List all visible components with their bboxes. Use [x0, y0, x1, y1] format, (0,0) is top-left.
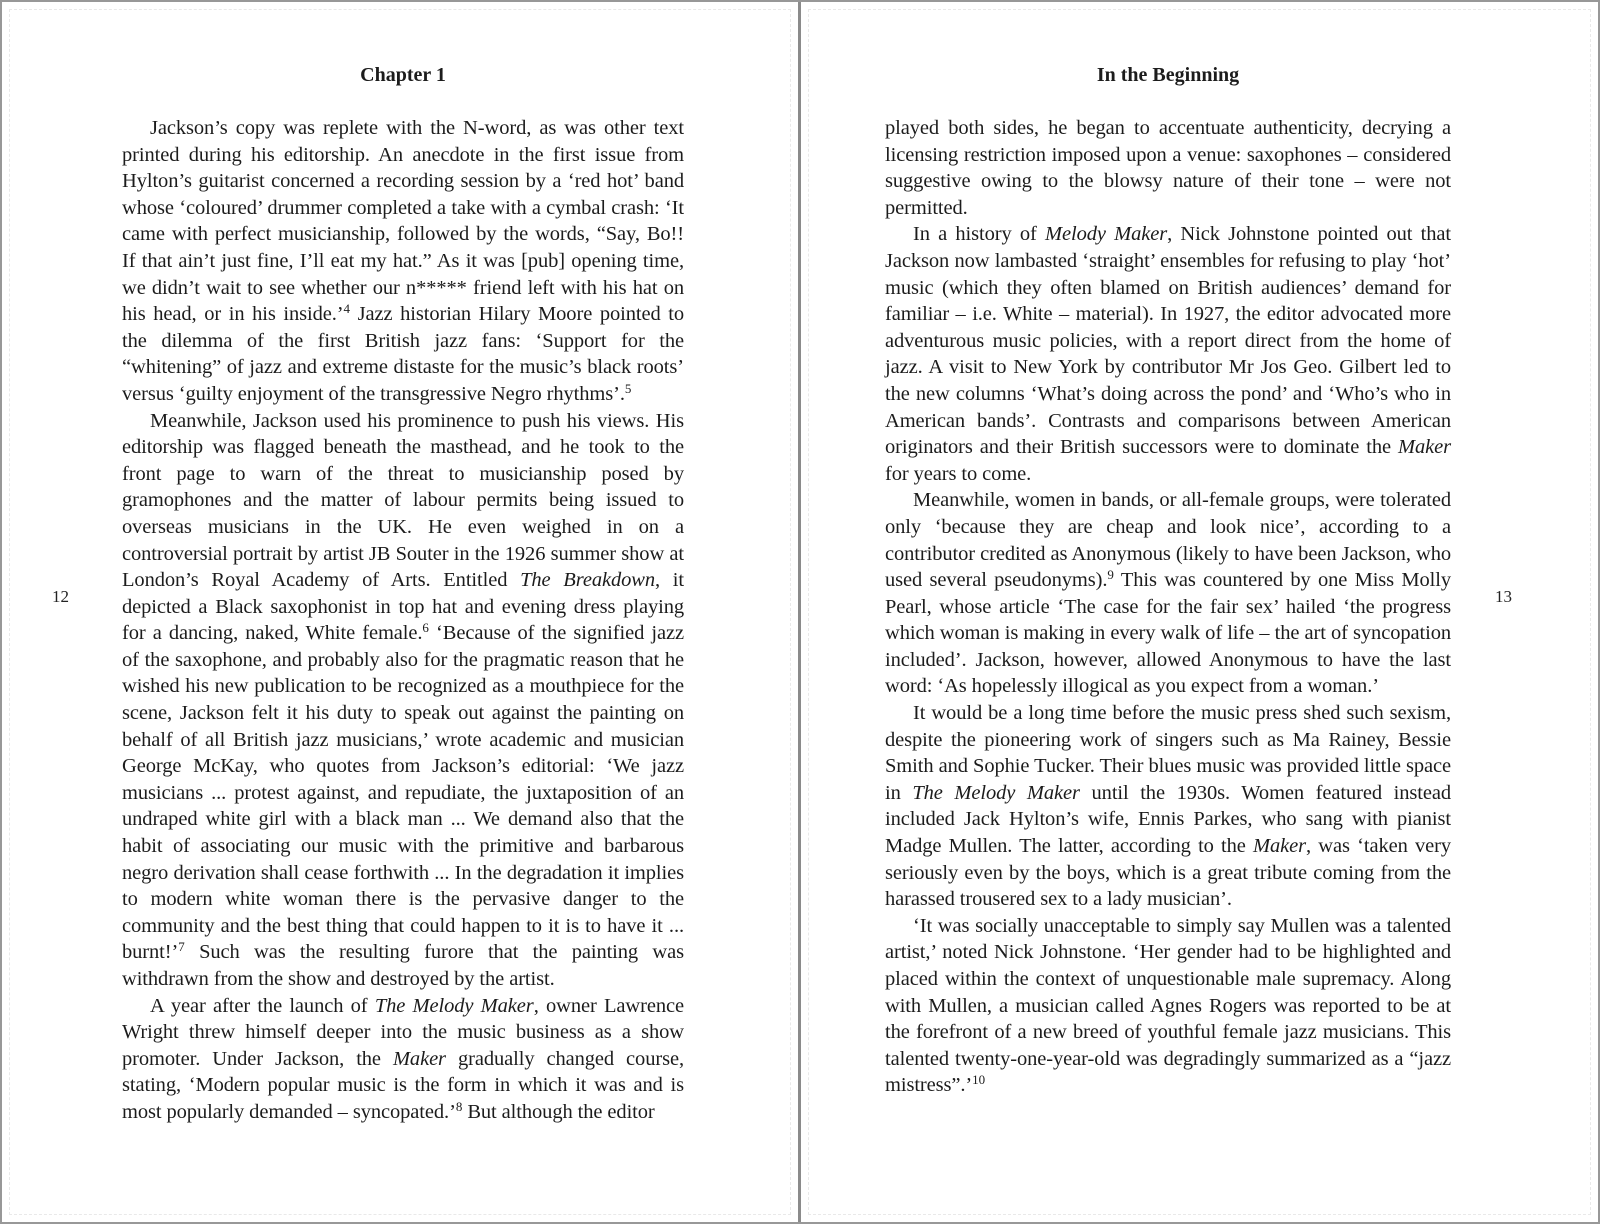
right-text-column	[885, 62, 1451, 1099]
paragraph	[885, 487, 1451, 700]
text-run: until the 1930s. Women featured instead included Jack Hylton’s wife, Ennis Parkes, who sang with pianist Madge Mullen. The latter, according to the	[885, 781, 1451, 858]
paragraph	[885, 221, 1451, 487]
text-run: , owner Lawrence Wright threw himself deeper into the music business as a show promoter. Under Jackson, the	[122, 994, 684, 1070]
paragraph	[122, 993, 684, 1126]
page-right	[800, 2, 1598, 1222]
italic-title: Maker	[1253, 835, 1307, 858]
right-body-text	[885, 115, 1451, 1099]
left-body-text	[122, 115, 684, 1126]
text-run: In a history of	[913, 223, 1045, 246]
paragraph	[122, 408, 684, 993]
text-run: But although the editor	[462, 1100, 655, 1123]
italic-title: Melody Maker	[1045, 223, 1168, 246]
italic-title: The Melody Maker	[912, 781, 1080, 804]
text-run: Meanwhile, Jackson used his prominence to push his views. His editorship was flagged beneath the masthead, and he took to the front page to warn of the threat to musicianship posed by gramophones and the matter of labour permits being issued to overseas musicians in the UK. He even weighed in on a controversial portrait by artist JB Souter in the 1926 summer show at London’s Royal Academy of Arts. Entitled	[122, 409, 684, 592]
footnote-marker: 8	[455, 1098, 463, 1114]
footnote-marker: 7	[178, 939, 185, 955]
paragraph	[885, 115, 1451, 221]
italic-title: The Breakdown	[520, 569, 656, 592]
text-run: Such was the resulting furore that the painting was withdrawn from the show and destroyed by the artist.	[122, 941, 684, 990]
text-run: , was ‘taken very seriously even by the boys, which is a great tribute coming from the harassed trousered sex to a lady musician’.	[885, 835, 1451, 911]
text-run: Jackson’s copy was replete with the N-word, as was other text printed during his editorship. An anecdote in the first issue from Hylton’s guitarist concerned a recording session by a ‘red hot’ band whose ‘coloured’ drummer completed a take with a cymbal crash: ‘It came with perfect musicianship, followed by the words, “Say, Bo!! If that ain’t just fine, I’ll eat my hat.” As it was [pub] opening time, we didn’t wait to see whether our n***** friend left with his hat on his head, or in his inside.’	[122, 117, 684, 326]
italic-title: The Melody Maker	[374, 994, 534, 1017]
page-left	[2, 2, 800, 1222]
footnote-marker: 6	[422, 620, 429, 636]
footnote-marker: 4	[343, 301, 350, 317]
page-number-right: 13	[1495, 587, 1512, 606]
italic-title: Maker	[392, 1047, 446, 1070]
text-run: , Nick Johnstone pointed out that Jackson now lambasted ‘straight’ ensembles for refusing to play ‘hot’ music (which they often blamed on British audiences’ demand for familiar – i.e. White – material). In 1927, the editor advocated more adventurous music policies, with a report direct from the home of jazz. A visit to New York by contributor Mr Jos Geo. Gilbert led to the new columns ‘What’s doing across the pond’ and ‘Who’s who in American bands’. Contrasts and comparisons between American originators and their British successors were to dominate the	[885, 223, 1451, 459]
text-run: A year after the launch of	[150, 994, 375, 1017]
paragraph	[885, 913, 1451, 1099]
footnote-marker: 5	[624, 380, 632, 396]
italic-title: Maker	[1397, 436, 1451, 459]
text-run: This was countered by one Miss Molly Pearl, whose article ‘The case for the fair sex’ hailed ‘the progress which woman is making in every walk of life – the art of syncopation included’. Jackson, however, allowed Anonymous to have the last word: ‘As hopelessly illogical as you expect from a woman.’	[885, 569, 1451, 698]
text-run: for years to come.	[885, 462, 1032, 485]
text-run: , it depicted a Black saxophonist in top hat and evening dress playing for a dancing, naked, White female.	[122, 569, 684, 645]
text-run: It would be a long time before the music press shed such sexism, despite the pioneering work of singers such as Ma Rainey, Bessie Smith and Sophie Tucker. Their blues music was provided little space in	[885, 702, 1451, 804]
paragraph	[885, 700, 1451, 913]
text-run: ‘It was socially unacceptable to simply say Mullen was a talented artist,’ noted Nick Johnstone. ‘Her gender had to be highlighted and placed within the context of unquestionable male supremacy. Along with Mullen, a musician called Agnes Rogers was reported to be at the forefront of a new breed of youthful female jazz musicians. This talented twenty-one-year-old was degradingly summarized as a “jazz mistress”.’	[885, 914, 1451, 1097]
paragraph	[122, 115, 684, 408]
text-run: ‘Because of the signified jazz of the saxophone, and probably also for the pragmatic reason that he wished his new publication to be recognized as a mouthpiece for the scene, Jackson felt it his duty to speak out against the painting on behalf of all British jazz musicians,’ wrote academic and musician George McKay, who quotes from Jackson’s editorial: ‘We jazz musicians ... protest against, and repudiate, the juxtaposition of an undraped white girl with a black man ... We demand also that the habit of associating our music with the primitive and barbarous negro derivation shall cease forthwith ... In the degradation it implies to modern white woman there is the pervasive danger to the community and the best thing that could happen to it is to have it ... burnt!’	[122, 622, 684, 964]
footnote-marker: 9	[1107, 567, 1114, 583]
footnote-marker: 10	[972, 1072, 986, 1088]
left-text-column	[122, 62, 684, 1126]
text-run: gradually changed course, stating, ‘Modern popular music is the form in which it was and is most popularly demanded – syncopated.’	[122, 1047, 684, 1123]
text-run: played both sides, he began to accentuate authenticity, decrying a licensing restriction imposed upon a venue: saxophones – considered suggestive owing to the blowsy nature of their tone – were not permitted.	[885, 117, 1451, 219]
running-header: In the Beginning	[1096, 64, 1240, 86]
chapter-header: Chapter 1	[360, 64, 446, 86]
page-number-left: 12	[52, 587, 69, 606]
text-run: Meanwhile, women in bands, or all-female groups, were tolerated only ‘because they are cheap and look nice’, according to a contributor credited as Anonymous (likely to have been Jackson, who used several pseudonyms).	[885, 489, 1451, 592]
text-run: Jazz historian Hilary Moore pointed to the dilemma of the first British jazz fans: ‘Support for the “whitening” of jazz and extreme distaste for the music’s black roots’ versus ‘guilty enjoyment of the transgressive Negro rhythms’.	[122, 303, 684, 405]
